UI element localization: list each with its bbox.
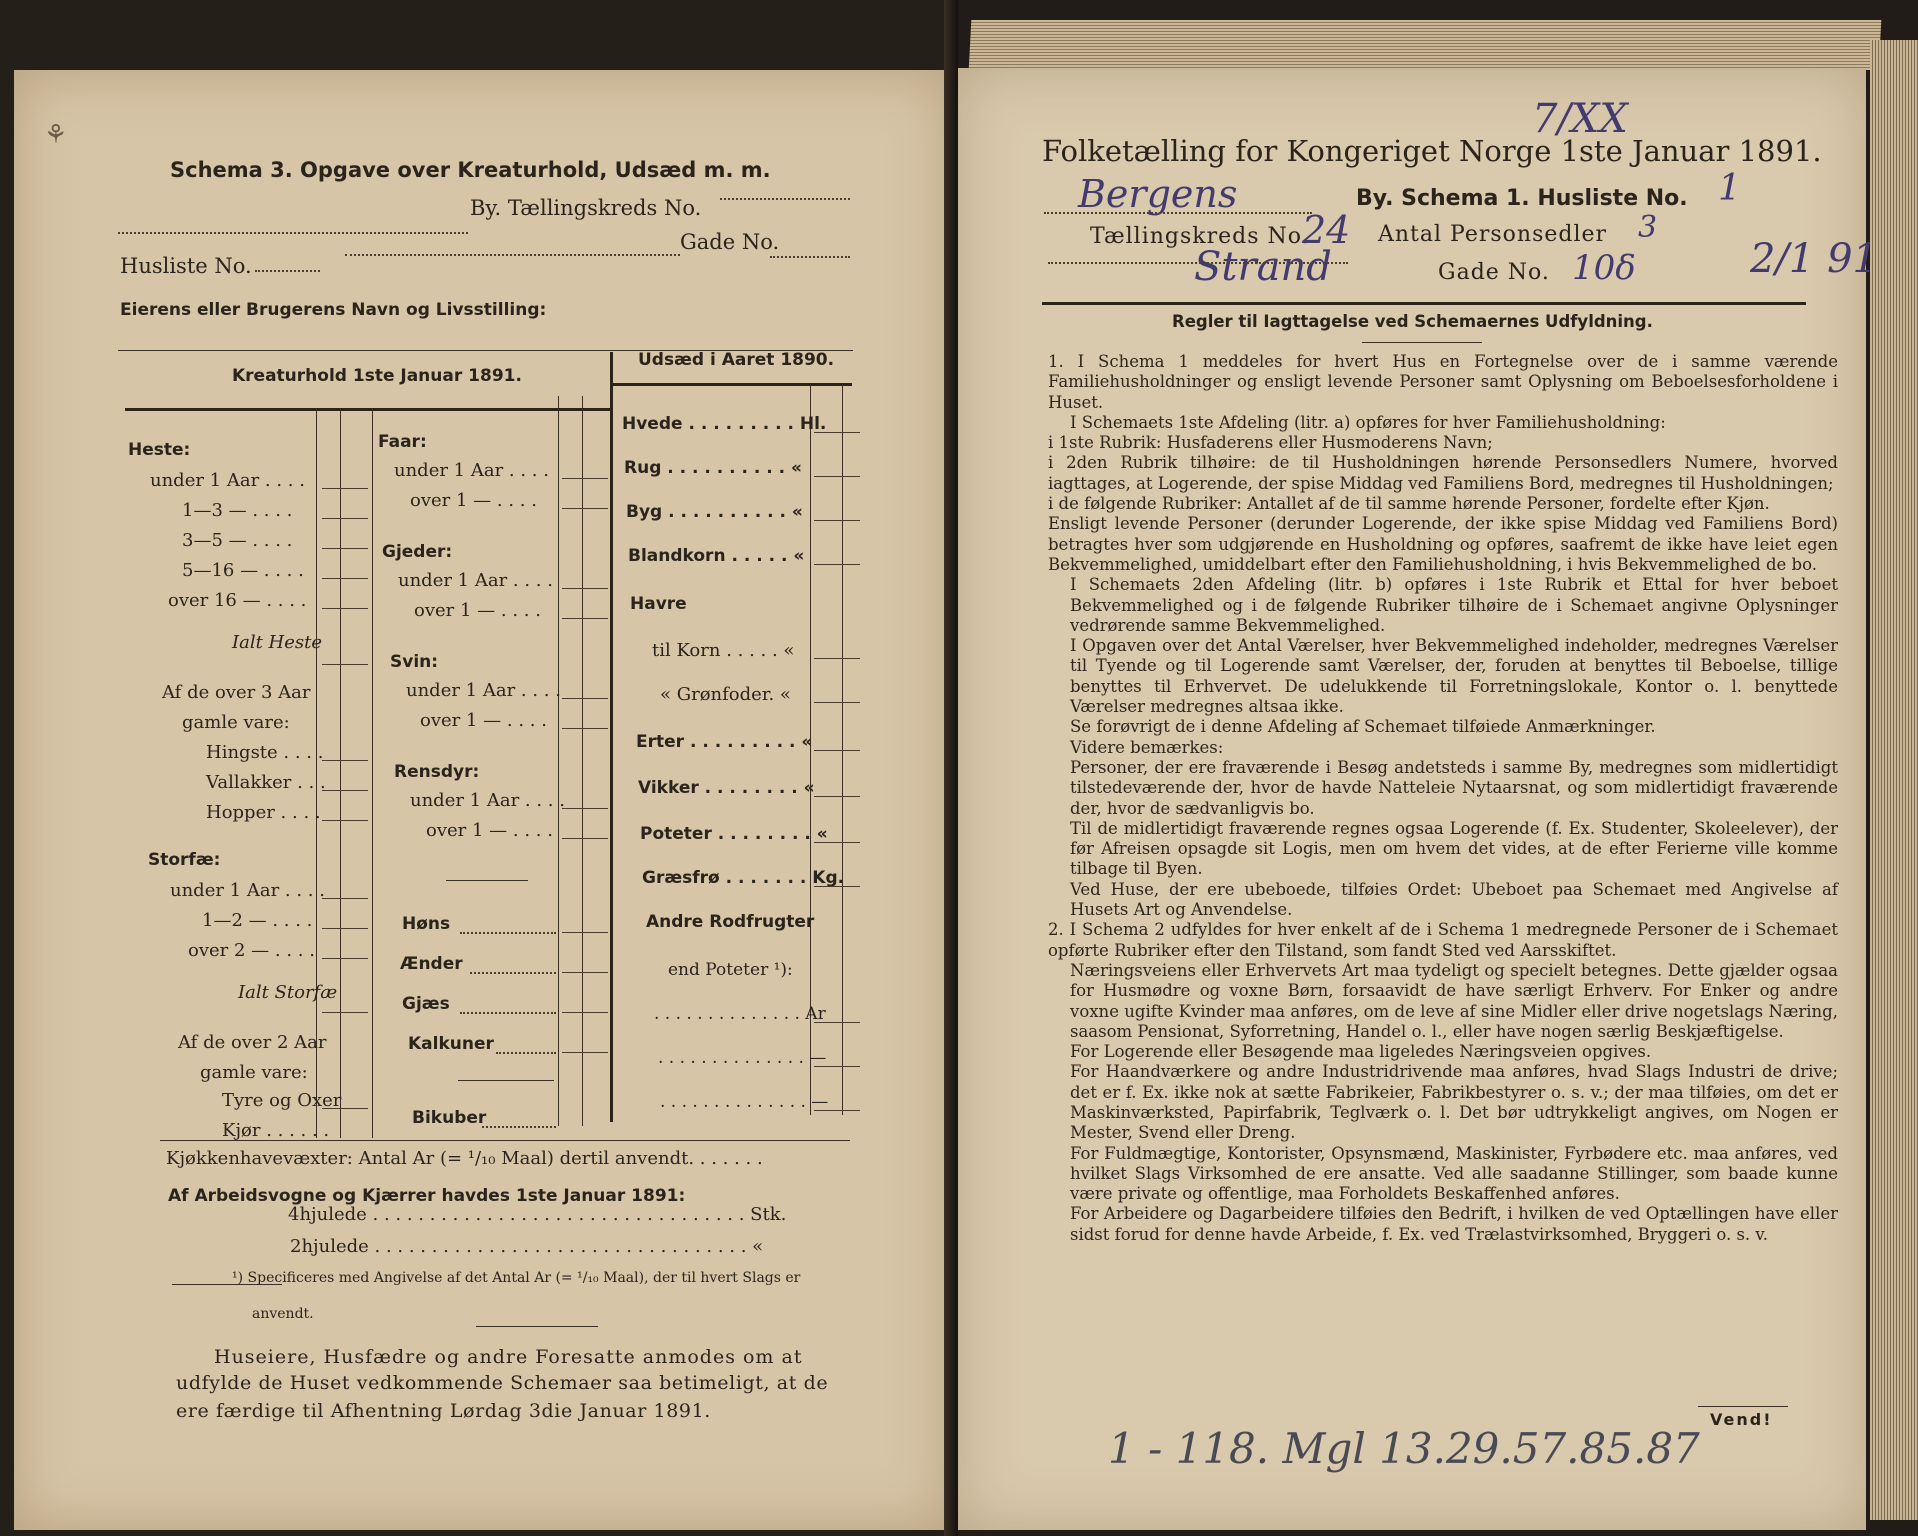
col2-row: over 1 — . . . .	[426, 820, 553, 841]
arbeidsvogne-line: Af Arbeidsvogne og Kjærrer havdes 1ste Januar 1891:	[168, 1186, 686, 1206]
col3-row: Rug . . . . . . . . . . «	[624, 458, 803, 478]
gade-label: Gade No.	[680, 230, 780, 254]
gjeder-label: Gjeder:	[382, 542, 453, 562]
col3-blank	[814, 702, 860, 703]
col3-row: Erter . . . . . . . . . «	[636, 732, 813, 752]
col1-blank	[322, 898, 368, 899]
col2-row: Bikuber	[412, 1108, 487, 1128]
rule-paragraph: For Logerende eller Besøgende maa ligeledes Næringsveien opgives.	[1070, 1042, 1652, 1062]
col3-blank	[814, 1110, 860, 1111]
col1-blank	[322, 664, 368, 665]
rules-text	[1048, 352, 1838, 1245]
col3-row: Græsfrø . . . . . . . Kg.	[642, 868, 845, 888]
kreds-label: Tællingskreds No.	[1090, 224, 1310, 249]
col3-blank	[814, 1022, 860, 1023]
bottom-archive-note: 1 - 118. Mgl 13.29.57.85.87	[1108, 1424, 1700, 1473]
rules-title-rule	[1362, 342, 1482, 343]
col2-row: Høns	[402, 914, 451, 934]
rule-paragraph: Videre bemærkes:	[1070, 737, 1224, 757]
col3-blank	[814, 796, 860, 797]
rule-paragraph: i 2den Rubrik tilhøire: de til Husholdningen hørende Personsedlers Numere, hvorved iagttages, at Logerende, der spise Middag ved Familiens Bord, medregnes til Husholdningen;	[1048, 453, 1838, 493]
col1-row: 3—5 — . . . .	[182, 530, 293, 551]
col2-dots	[496, 1052, 556, 1054]
col1-blank	[322, 548, 368, 549]
col2-row: over 1 — . . . .	[410, 490, 537, 511]
rule-paragraph: For Fuldmægtige, Kontorister, Opsynsmænd, Maskinister, Fyrbødere etc. maa anføres, ved hvilket Slags Virksomhed de ere ansatte. Ved alle saadanne Stillinger, som baade kunne være private og offentlige, maa Forholdets Beskaffenhed anføres.	[1070, 1143, 1838, 1204]
page-stack-top	[969, 20, 1882, 70]
col2-blank	[562, 1012, 608, 1013]
faar-label: Faar:	[378, 432, 427, 452]
col3-blank	[814, 476, 860, 477]
col1-blank	[322, 488, 368, 489]
col3-row: Vikker . . . . . . . . «	[638, 778, 815, 798]
col3-blank	[814, 432, 860, 433]
schema3-title: Schema 3. Opgave over Kreaturhold, Udsæd m. m.	[170, 158, 771, 182]
city-blank	[1044, 212, 1312, 214]
rensdyr-label: Rensdyr:	[394, 762, 480, 782]
rule-paragraph: I Schemaets 1ste Afdeling (litr. a) opføres for hver Familiehusholdning:	[1070, 412, 1666, 432]
rule-paragraph: i de følgende Rubriker: Antallet af de til samme hørende Personer, fordelte efter Kjøn.	[1048, 494, 1770, 514]
header-rule-left	[125, 408, 610, 411]
col1-row: 1—2 — . . . .	[202, 910, 313, 931]
col1-row: 5—16 — . . . .	[182, 560, 304, 581]
col1-row: Af de over 2 Aar	[178, 1032, 327, 1053]
closing-line3: ere færdige til Afhentning Lørdag 3die Januar 1891.	[176, 1400, 711, 1422]
husliste-no-handwritten: 1	[1718, 168, 1741, 209]
hjul2-line: 2hjulede . . . . . . . . . . . . . . . . . . . . . . . . . . . . . . . . . «	[290, 1236, 764, 1257]
col1-rule-c	[372, 408, 373, 1138]
col3-row: Byg . . . . . . . . . . «	[626, 502, 803, 522]
header-rule	[1042, 302, 1806, 305]
col2-dots	[460, 1012, 556, 1014]
kreds-no-handwritten: 24	[1302, 208, 1351, 252]
col2-blank	[562, 972, 608, 973]
col2-row: under 1 Aar . . . .	[406, 680, 561, 701]
antal-label: Antal Personsedler	[1378, 222, 1608, 247]
personsedler-handwritten: 3	[1638, 210, 1658, 245]
col2-blank	[562, 808, 608, 809]
hjul4-line: 4hjulede . . . . . . . . . . . . . . . . . . . . . . . . . . . . . . . . . Stk.	[288, 1204, 787, 1225]
kreaturhold-header: Kreaturhold 1ste Januar 1891.	[232, 366, 522, 386]
street-blank	[1048, 262, 1348, 264]
rule-paragraph: I Schemaets 2den Afdeling (litr. b) opføres i 1ste Rubrik et Ettal for hver beboet Bekvemmelighed og i de følgende Rubriker tilhøire de i Schemaet angivne Oplysninger vedrørende samme Bekvemmelighed.	[1070, 575, 1838, 635]
col2-sep	[446, 880, 528, 881]
col2-blank	[562, 1052, 608, 1053]
col3-row: . . . . . . . . . . . . . . —	[658, 1048, 827, 1068]
census-title: Folketælling for Kongeriget Norge 1ste Januar 1891.	[1042, 134, 1822, 168]
ialt-storfae: Ialt Storfæ	[238, 982, 338, 1003]
col2-row: over 1 — . . . .	[420, 710, 547, 731]
col3-row: Blandkorn . . . . . «	[628, 546, 805, 566]
col3-row: « Grønfoder. «	[660, 684, 791, 705]
col2-sep	[458, 1080, 554, 1081]
col2-blank	[562, 932, 608, 933]
col1-row: Vallakker . . .	[206, 772, 326, 793]
col2-blank	[562, 838, 608, 839]
kjokkenhave-line: Kjøkkenhavevæxter: Antal Ar (= ¹/₁₀ Maal) dertil anvendt. . . . . . .	[166, 1148, 763, 1169]
col3-row: Havre	[630, 594, 687, 614]
gade-no-handwritten: 10δ	[1572, 248, 1636, 288]
col1-blank	[322, 820, 368, 821]
vend-label: Vend!	[1710, 1410, 1773, 1429]
schema1-line: By. Schema 1. Husliste No.	[1356, 186, 1688, 211]
footnote-line1: ¹) Specificeres med Angivelse af det Antal Ar (= ¹/₁₀ Maal), der til hvert Slags er	[232, 1270, 801, 1286]
col1-blank	[322, 1108, 368, 1109]
col1-blank	[322, 958, 368, 959]
col1-blank	[322, 518, 368, 519]
col3-row: end Poteter ¹):	[668, 960, 793, 980]
col2-dots	[460, 932, 556, 934]
closing-line2: udfylde de Huset vedkommende Schemaer saa betimeligt, at de	[176, 1372, 829, 1394]
col2-rule-a	[558, 396, 559, 1126]
col2-row: under 1 Aar . . . .	[394, 460, 549, 481]
col1-row: under 1 Aar . . . .	[150, 470, 305, 491]
rule-paragraph: Næringsveiens eller Erhvervets Art maa tydeligt og specielt betegnes. Dette gjælder ogsaa for Husmødre og voxne Børn, forsaavidt de have særligt Erhverv. For Enker og andre voxne ugifte Kvinder maa anføres, om de leve af sine Midler eller drive nogetslags Næring, saasom Pensionat, Syforretning, Handel o. l., eller have nogen særlig Beskjæftigelse.	[1070, 960, 1838, 1041]
col3-blank	[814, 750, 860, 751]
husliste-blank	[255, 270, 320, 272]
corner-archive-mark: 7/XX	[1532, 96, 1628, 142]
storfae-label: Storfæ:	[148, 850, 221, 870]
rule-paragraph: i 1ste Rubrik: Husfaderens eller Husmoderens Navn;	[1048, 433, 1493, 453]
date-handwritten: 2/1 91	[1750, 236, 1878, 282]
col2-blank	[562, 698, 608, 699]
col2-blank	[562, 618, 608, 619]
corner-ornament: ⚘	[44, 120, 68, 150]
closing-line1: Huseiere, Husfædre og andre Foresatte anmodes om at	[214, 1346, 803, 1368]
col2-row: Kalkuner	[408, 1034, 494, 1054]
rule-paragraph: I Opgaven over det Antal Værelser, hver Bekvemmelighed indeholder, medregnes Værelser til Tyende og til Logerende samt Værelser, der, foruden at benyttes til Beboelse, tillige benyttes til Erhvervet. De udelukkende til Forretningslokale, Kontor o. l. benyttede Værelser medregnes altsaa ikke.	[1070, 636, 1838, 717]
street-blank	[345, 254, 680, 256]
col1-blank	[322, 928, 368, 929]
left-page	[0, 0, 958, 1536]
col1-blank	[322, 578, 368, 579]
closing-rule	[476, 1326, 598, 1327]
col2-dots	[470, 972, 556, 974]
col1-row: 1—3 — . . . .	[182, 500, 293, 521]
header-rule-right	[612, 383, 852, 386]
col1-blank	[322, 760, 368, 761]
ialt-heste: Ialt Heste	[232, 632, 323, 653]
col1-row: Af de over 3 Aar	[162, 682, 311, 703]
col3-row: Poteter . . . . . . . . «	[640, 824, 828, 844]
col3-blank	[814, 842, 860, 843]
rule-paragraph: Personer, der ere fraværende i Besøg andetsteds i samme By, medregnes som midlertidigt tilstedeværende der, hvor de havde Natteleie Nytaarsnat, og som midlertidigt fraværende der, hvor de sædvanligvis bo.	[1070, 757, 1838, 818]
owner-label: Eierens eller Brugerens Navn og Livsstilling:	[120, 300, 547, 320]
col1-row: Kjør . . . . . .	[222, 1120, 330, 1141]
udsaed-header: Udsæd i Aaret 1890.	[638, 350, 835, 370]
col1-blank	[322, 608, 368, 609]
col3-row: Andre Rodfrugter	[646, 912, 815, 932]
right-page	[958, 0, 1918, 1536]
rule-paragraph: Ved Huse, der ere ubeboede, tilføies Ordet: Ubeboet paa Schemaet med Angivelse af Husets Art og Anvendelse.	[1070, 879, 1838, 920]
col1-row: over 2 — . . . .	[188, 940, 315, 961]
by-kreds-label: By. Tællingskreds No.	[470, 196, 702, 220]
col3-blank	[814, 564, 860, 565]
col2-row: Gjæs	[402, 994, 450, 1014]
rule-paragraph: 1. I Schema 1 meddeles for hvert Hus en Fortegnelse over de i samme værende Familiehusholdninger og ensligt levende Personer samt Oplysning om Beboelsesforholdene i Huset.	[1048, 352, 1838, 412]
col3-row: . . . . . . . . . . . . . . —	[660, 1092, 829, 1112]
col2-blank	[562, 508, 608, 509]
col2-blank	[562, 588, 608, 589]
col1-row: gamle vare:	[182, 712, 290, 733]
city-handwritten: Bergens	[1078, 172, 1238, 216]
col3-blank	[814, 658, 860, 659]
table-bottom-rule	[160, 1140, 850, 1141]
col1-row: under 1 Aar . . . .	[170, 880, 325, 901]
footnote-line2: anvendt.	[252, 1306, 314, 1322]
gade-blank	[770, 256, 850, 258]
col1-blank	[322, 1012, 368, 1013]
col2-row: under 1 Aar . . . .	[398, 570, 553, 591]
col1-row: over 16 — . . . .	[168, 590, 307, 611]
col3-blank	[814, 886, 860, 887]
kreds-blank	[720, 198, 850, 200]
col1-row: gamle vare:	[200, 1062, 308, 1083]
street-handwritten: Strand	[1194, 244, 1332, 290]
col1-blank	[322, 790, 368, 791]
rule-paragraph: Se forøvrigt de i denne Afdeling af Schemaet tilføiede Anmærkninger.	[1070, 717, 1656, 737]
vend-rule	[1698, 1406, 1788, 1407]
rule-paragraph: For Haandværkere og andre Industridrivende maa anføres, hvad Slags Industri de drive; det er f. Ex. ikke nok at sætte Fabrikeier, Fabrikbestyrer o. s. v.; der maa tilføies, om det er Maskinværksted, Papirfabrik, Teglværk o. l. Det bør udtrykkeligt angives, om Nogen er Mester, Svend eller Dreng.	[1070, 1062, 1838, 1143]
col3-blank	[814, 1066, 860, 1067]
svin-label: Svin:	[390, 652, 439, 672]
column-divider	[610, 352, 613, 1122]
rule-paragraph: Til de midlertidigt fraværende regnes ogsaa Logerende (f. Ex. Studenter, Skoleelever), der før Afreisen opsagde sit Logis, men om hvem det vides, at de efter Ferierne ville komme tilbage til Byen.	[1070, 818, 1838, 879]
col1-row: Hingste . . . .	[206, 742, 324, 763]
col3-row: til Korn . . . . . «	[652, 640, 795, 661]
col2-row: over 1 — . . . .	[414, 600, 541, 621]
gade-label: Gade No.	[1438, 260, 1550, 285]
husliste-label: Husliste No.	[120, 254, 252, 278]
col2-dots	[482, 1126, 556, 1128]
col2-blank	[562, 478, 608, 479]
col2-row: under 1 Aar . . . .	[410, 790, 565, 811]
col2-rule-b	[582, 396, 583, 1126]
rule-paragraph: Ensligt levende Personer (derunder Logerende, der ikke spise Middag ved Familiens Bord) betragtes hver som udgjørende en Husholdning og opføres, saafremt de ikke have leiet egen Bekvemmelighed, umiddelbart efter den Familiehusholdning, i hvis Bekvemmelighed de bo.	[1048, 514, 1838, 574]
heste-label: Heste:	[128, 440, 191, 460]
col2-blank	[562, 728, 608, 729]
col2-row: Ænder	[400, 954, 463, 974]
col1-row: Hopper . . . .	[206, 802, 321, 823]
col3-row: Hvede . . . . . . . . . Hl.	[622, 414, 827, 434]
rule-paragraph: 2. I Schema 2 udfyldes for hver enkelt af de i Schema 1 medregnede Personer de i Schemaet opførte Rubriker efter den Tilstand, som fandt Sted ved Aarsskiftet.	[1048, 920, 1838, 960]
col1-row: Tyre og Oxer	[222, 1090, 342, 1111]
col3-blank	[814, 520, 860, 521]
col3-row: . . . . . . . . . . . . . . Ar	[654, 1004, 826, 1024]
city-blank	[118, 232, 468, 234]
rule-paragraph: For Arbeidere og Dagarbeidere tilføies den Bedrift, i hvilken de ved Optællingen have eller sidst forud for denne havde Arbeide, f. Ex. ved Trælastvirksomhed, Bryggeri o. s. v.	[1070, 1204, 1838, 1244]
rules-title: Regler til Iagttagelse ved Schemaernes Udfyldning.	[1172, 312, 1653, 331]
